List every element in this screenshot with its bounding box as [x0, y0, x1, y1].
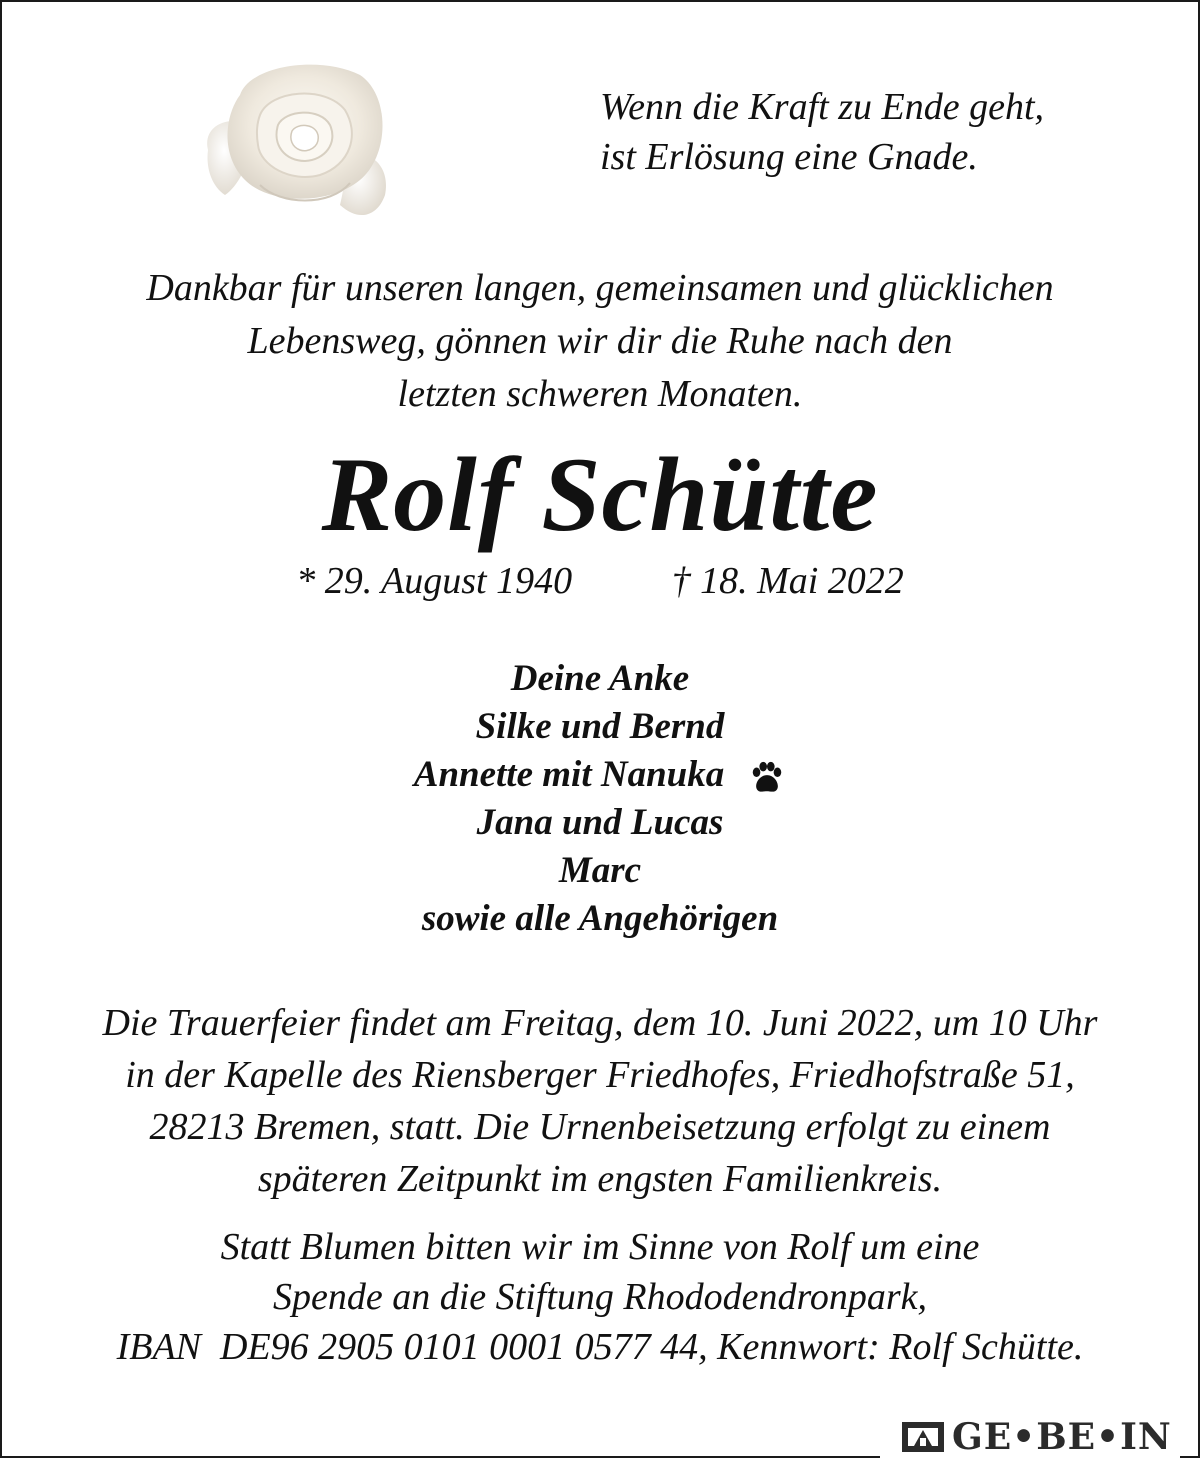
gratitude-text	[0, 262, 1200, 421]
life-dates	[0, 556, 1200, 606]
family-member: Marc	[558, 850, 642, 891]
motto-verse	[600, 82, 1120, 182]
family-member: Silke und Bernd	[475, 706, 725, 747]
donation-line: Statt Blumen bitten wir im Sinne von Rolf um eine	[220, 1226, 980, 1268]
gebein-logo	[900, 1418, 1172, 1456]
family-member: Annette mit Nanuka	[413, 754, 725, 795]
family-member: Jana und Lucas	[476, 802, 724, 843]
motto-line: ist Erlösung eine Gnade.	[600, 136, 978, 178]
family-signatures	[0, 655, 1200, 943]
gebein-logo-text: GE•BE•IN	[952, 1416, 1172, 1458]
ceremony-line: späteren Zeitpunkt im engsten Familienkreis.	[257, 1158, 943, 1200]
family-member-with-pet	[0, 751, 1200, 799]
donation-line: Spende an die Stiftung Rhododendronpark,	[273, 1276, 927, 1318]
ceremony-info	[0, 997, 1200, 1205]
white-rose-image	[200, 55, 395, 225]
death-date: † 18. Mai 2022	[671, 560, 904, 602]
gratitude-line: Dankbar für unseren langen, gemeinsamen und glücklichen	[146, 267, 1054, 309]
family-member: Deine Anke	[510, 658, 690, 699]
gratitude-line: Lebensweg, gönnen wir dir die Ruhe nach den	[247, 320, 953, 362]
ceremony-line: Die Trauerfeier findet am Freitag, dem 10. Juni 2022, um 10 Uhr	[102, 1002, 1098, 1044]
motto-line: Wenn die Kraft zu Ende geht,	[600, 86, 1044, 128]
deceased-name: Rolf Schütte	[321, 436, 879, 553]
donation-line: IBAN DE96 2905 0101 0001 0577 44, Kennwort: Rolf Schütte.	[116, 1326, 1084, 1368]
family-member: sowie alle Angehörigen	[421, 898, 779, 939]
birth-date: * 29. August 1940	[296, 560, 573, 602]
gratitude-line: letzten schweren Monaten.	[397, 373, 803, 415]
donation-info	[0, 1222, 1200, 1372]
ceremony-line: in der Kapelle des Riensberger Friedhofes, Friedhofstraße 51,	[125, 1054, 1075, 1096]
gebein-logo-mark-icon	[900, 1420, 946, 1454]
paw-print-icon	[748, 759, 786, 797]
ceremony-line: 28213 Bremen, statt. Die Urnenbeisetzung erfolgt zu einem	[149, 1106, 1051, 1148]
